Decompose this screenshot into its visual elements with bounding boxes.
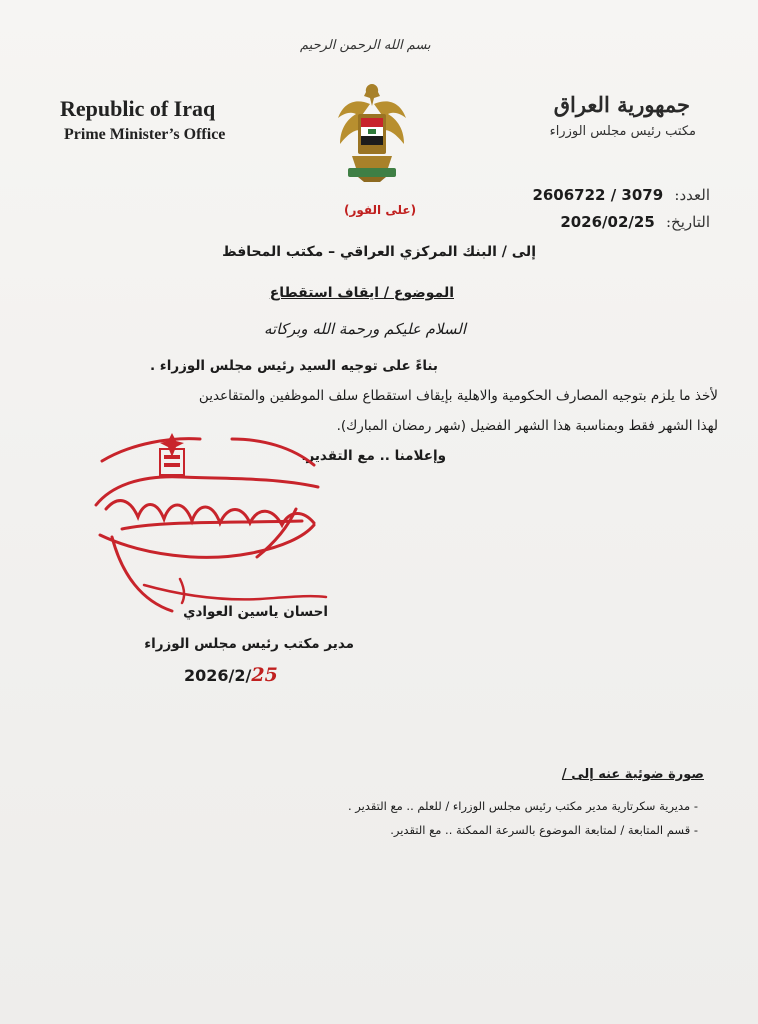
number-value: 2606722 / 3079 xyxy=(532,186,664,204)
greeting: السلام عليكم ورحمة الله وبركاته xyxy=(264,320,466,338)
arabic-title: جمهورية العراق xyxy=(553,92,690,117)
body-line-1: بناءً على توجيه السيد رئيس مجلس الوزراء . xyxy=(149,358,438,374)
number-label: العدد: xyxy=(674,186,710,204)
arabic-subtitle: مكتب رئيس مجلس الوزراء xyxy=(549,124,696,139)
signer-name: احسان ياسين العوادي xyxy=(183,604,328,620)
document-date xyxy=(560,213,710,231)
copy-item: - قسم المتابعة / لمتابعة الموضوع بالسرعة الممكنة .. مع التقدير. xyxy=(390,823,698,837)
subject: الموضوع / ايقاف استقطاع xyxy=(269,285,454,301)
iraq-eagle-emblem-icon xyxy=(334,78,410,184)
signature-date xyxy=(184,664,278,686)
copies-heading: صورة ضوئية عنه إلى / xyxy=(561,767,704,782)
english-subtitle: Prime Minister’s Office xyxy=(64,126,226,143)
body-line-3: لهذا الشهر فقط وبمناسبة هذا الشهر الفضيل (شهر رمضان المبارك). xyxy=(336,418,718,434)
signature-date-printed: 2026/2/ xyxy=(184,666,252,685)
document-number xyxy=(532,186,710,204)
english-title: Republic of Iraq xyxy=(60,96,216,121)
basmala: بسم الله الرحمن الرحيم xyxy=(300,38,431,53)
urgent-note: (على الفور) xyxy=(344,203,417,217)
date-value: 2026/02/25 xyxy=(560,213,655,231)
date-label: التاريخ: xyxy=(666,213,710,231)
signer-title: مدير مكتب رئيس مجلس الوزراء xyxy=(144,636,354,652)
recipient: إلى / البنك المركزي العراقي – مكتب المحافظ xyxy=(222,244,536,260)
body-line-2: لأخذ ما يلزم بتوجيه المصارف الحكومية والاهلية بإيقاف استقطاع سلف الموظفين والمتقاعدين xyxy=(198,388,718,404)
body-line-4: وإعلامنا .. مع التقدير. xyxy=(301,448,446,464)
signature-date-handwritten: 25 xyxy=(251,664,278,686)
copy-item: - مديرية سكرتارية مدير مكتب رئيس مجلس الوزراء / للعلم .. مع التقدير . xyxy=(347,799,698,813)
